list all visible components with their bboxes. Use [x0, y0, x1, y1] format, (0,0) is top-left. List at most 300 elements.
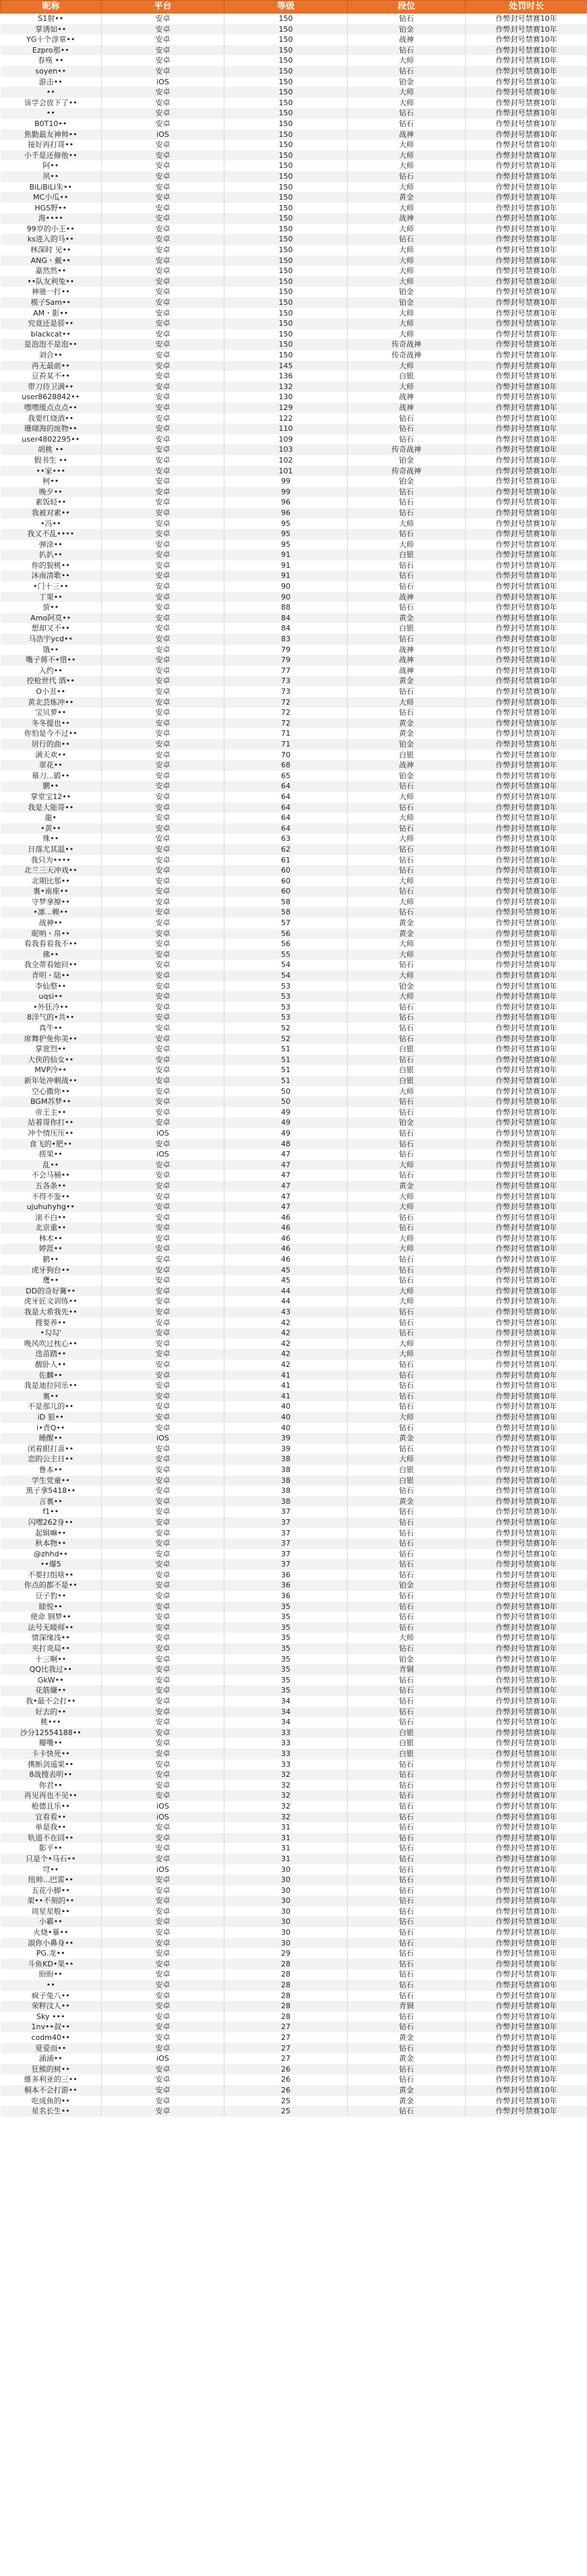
cell-nickname: 乱••: [1, 1160, 102, 1171]
table-row: [1, 781, 587, 792]
cell-nickname: DD的奇好篝••: [1, 1286, 102, 1297]
table-row: [1, 1812, 587, 1823]
cell-rank: 黄金: [348, 1181, 466, 1192]
cell-nickname: user4802295••: [1, 434, 102, 445]
cell-rank: 大师: [348, 87, 466, 98]
cell-level: 101: [224, 466, 348, 477]
cell-level: 150: [224, 182, 348, 193]
table-row: [1, 2012, 587, 2022]
cell-penalty: 作弊封号禁赛10年: [466, 813, 587, 823]
cell-platform: 安卓: [102, 160, 224, 171]
cell-nickname: 秋本物••: [1, 1538, 102, 1549]
cell-platform: 安卓: [102, 1328, 224, 1339]
cell-penalty: 作弊封号禁赛10年: [466, 1275, 587, 1286]
table-row: [1, 1612, 587, 1622]
cell-level: 35: [224, 1654, 348, 1665]
cell-level: 27: [224, 2022, 348, 2032]
cell-penalty: 作弊封号禁赛10年: [466, 1538, 587, 1549]
cell-nickname: 看我看看我不••: [1, 939, 102, 949]
table-row: [1, 182, 587, 193]
table-row: [1, 87, 587, 98]
cell-penalty: 作弊封号禁赛10年: [466, 970, 587, 981]
cell-level: 99: [224, 487, 348, 498]
cell-rank: 钻石: [348, 1812, 466, 1823]
cell-nickname: 周星星般••: [1, 1906, 102, 1917]
cell-nickname: 宝贝萝••: [1, 707, 102, 718]
table-row: [1, 1380, 587, 1391]
cell-penalty: 作弊封号禁赛10年: [466, 1486, 587, 1496]
cell-penalty: 作弊封号禁赛10年: [466, 276, 587, 287]
table-row: [1, 140, 587, 150]
table-row: [1, 1717, 587, 1728]
cell-penalty: 作弊封号禁赛10年: [466, 13, 587, 24]
cell-platform: iOS: [102, 1149, 224, 1160]
cell-rank: 大师: [348, 382, 466, 392]
cell-platform: 安卓: [102, 403, 224, 413]
cell-nickname: 99岁的小王••: [1, 224, 102, 235]
cell-rank: 铂金: [348, 981, 466, 992]
table-row: [1, 45, 587, 56]
cell-rank: 钻石: [348, 1359, 466, 1370]
cell-nickname: 佛••: [1, 949, 102, 960]
cell-level: 32: [224, 1780, 348, 1791]
cell-nickname: 狂熊的树••: [1, 2064, 102, 2075]
cell-rank: 钻石: [348, 1938, 466, 1949]
cell-nickname: 马浩宇ycd••: [1, 634, 102, 645]
cell-platform: 安卓: [102, 1991, 224, 2001]
cell-nickname: 我是大能哥••: [1, 802, 102, 813]
cell-level: 42: [224, 1318, 348, 1328]
table-row: [1, 529, 587, 539]
cell-level: 39: [224, 1433, 348, 1444]
cell-level: 49: [224, 1117, 348, 1128]
cell-penalty: 作弊封号禁赛10年: [466, 981, 587, 992]
table-row: [1, 613, 587, 624]
cell-nickname: 我又不乱••••: [1, 529, 102, 539]
cell-rank: 黄金: [348, 2032, 466, 2043]
cell-level: 150: [224, 140, 348, 150]
cell-level: 42: [224, 1339, 348, 1349]
table-row: [1, 361, 587, 372]
cell-rank: 钻石: [348, 1486, 466, 1496]
cell-rank: 钻石: [348, 529, 466, 539]
cell-nickname: 嘴子蒋不•惜••: [1, 655, 102, 666]
cell-level: 30: [224, 1938, 348, 1949]
table-row: [1, 560, 587, 571]
cell-platform: 安卓: [102, 1948, 224, 1959]
table-row: [1, 1664, 587, 1675]
table-row: [1, 119, 587, 129]
table-row: [1, 1423, 587, 1434]
cell-rank: 钻石: [348, 1707, 466, 1718]
cell-platform: 安卓: [102, 1286, 224, 1297]
cell-rank: 钻石: [348, 497, 466, 508]
table-row: [1, 1107, 587, 1118]
cell-rank: 钻石: [348, 1328, 466, 1339]
cell-penalty: 作弊封号禁赛10年: [466, 1948, 587, 1959]
cell-platform: 安卓: [102, 802, 224, 813]
cell-nickname: •冯••: [1, 519, 102, 529]
cell-rank: 钻石: [348, 907, 466, 918]
cell-nickname: 海••••: [1, 213, 102, 224]
cell-platform: 安卓: [102, 1643, 224, 1654]
table-row: [1, 1286, 587, 1297]
cell-penalty: 作弊封号禁赛10年: [466, 897, 587, 908]
cell-penalty: 作弊封号禁赛10年: [466, 1517, 587, 1528]
cell-level: 73: [224, 676, 348, 686]
cell-rank: 钻石: [348, 487, 466, 498]
cell-level: 150: [224, 34, 348, 45]
cell-nickname: 五花小脚••: [1, 1885, 102, 1896]
cell-penalty: 作弊封号禁赛10年: [466, 1233, 587, 1244]
cell-rank: 黄金: [348, 929, 466, 939]
table-row: [1, 1128, 587, 1139]
cell-penalty: 作弊封号禁赛10年: [466, 1885, 587, 1896]
cell-platform: 安卓: [102, 140, 224, 150]
cell-platform: 安卓: [102, 361, 224, 372]
cell-platform: 安卓: [102, 897, 224, 908]
cell-penalty: 作弊封号禁赛10年: [466, 728, 587, 739]
cell-rank: 钻石: [348, 1843, 466, 1854]
cell-level: 41: [224, 1370, 348, 1381]
cell-penalty: 作弊封号禁赛10年: [466, 833, 587, 844]
cell-level: 150: [224, 213, 348, 224]
cell-nickname: 大侠的仙女••: [1, 1055, 102, 1065]
cell-penalty: 作弊封号禁赛10年: [466, 750, 587, 761]
cell-platform: 安卓: [102, 256, 224, 266]
cell-penalty: 作弊封号禁赛10年: [466, 318, 587, 329]
table-row: [1, 1086, 587, 1097]
cell-penalty: 作弊封号禁赛10年: [466, 991, 587, 1002]
cell-level: 54: [224, 960, 348, 970]
cell-level: 44: [224, 1286, 348, 1297]
table-row: [1, 1349, 587, 1359]
cell-penalty: 作弊封号禁赛10年: [466, 1496, 587, 1507]
table-row: [1, 1023, 587, 1034]
cell-level: 45: [224, 1265, 348, 1276]
cell-platform: 安卓: [102, 739, 224, 750]
cell-nickname: 想却又不••: [1, 623, 102, 634]
table-row: [1, 1854, 587, 1865]
cell-rank: 钻石: [348, 560, 466, 571]
cell-penalty: 作弊封号禁赛10年: [466, 1896, 587, 1906]
cell-level: 150: [224, 150, 348, 161]
cell-rank: 白银: [348, 1465, 466, 1475]
cell-nickname: 新年处冲剩战••: [1, 1076, 102, 1086]
cell-nickname: 掌萱烈••: [1, 1044, 102, 1055]
cell-penalty: 作弊封号禁赛10年: [466, 1570, 587, 1581]
cell-penalty: 作弊封号禁赛10年: [466, 140, 587, 150]
cell-penalty: 作弊封号禁赛10年: [466, 949, 587, 960]
cell-penalty: 作弊封号禁赛10年: [466, 1076, 587, 1086]
cell-level: 42: [224, 1349, 348, 1359]
cell-nickname: 模子Sam••: [1, 297, 102, 308]
cell-platform: 安卓: [102, 929, 224, 939]
cell-penalty: 作弊封号禁赛10年: [466, 1622, 587, 1633]
cell-platform: 安卓: [102, 760, 224, 771]
cell-penalty: 作弊封号禁赛10年: [466, 171, 587, 182]
cell-nickname: 晚夕••: [1, 487, 102, 498]
cell-nickname: •凛...赖••: [1, 907, 102, 918]
table-row: [1, 1117, 587, 1128]
cell-level: 53: [224, 1002, 348, 1013]
cell-platform: 安卓: [102, 2001, 224, 2012]
table-row: [1, 1254, 587, 1265]
table-row: [1, 1865, 587, 1875]
cell-platform: 安卓: [102, 570, 224, 581]
table-row: [1, 2064, 587, 2075]
cell-rank: 战神: [348, 645, 466, 655]
cell-rank: 钻石: [348, 1055, 466, 1065]
cell-platform: 安卓: [102, 1465, 224, 1475]
table-row: [1, 1927, 587, 1938]
cell-penalty: 作弊封号禁赛10年: [466, 918, 587, 929]
cell-penalty: 作弊封号禁赛10年: [466, 1612, 587, 1622]
cell-penalty: 作弊封号禁赛10年: [466, 466, 587, 477]
cell-platform: 安卓: [102, 1822, 224, 1833]
cell-platform: iOS: [102, 1128, 224, 1139]
table-row: [1, 444, 587, 455]
cell-penalty: 作弊封号禁赛10年: [466, 423, 587, 434]
cell-penalty: 作弊封号禁赛10年: [466, 1654, 587, 1665]
cell-level: 91: [224, 560, 348, 571]
cell-rank: 钻石: [348, 1149, 466, 1160]
table-row: [1, 2096, 587, 2107]
cell-nickname: 夏爱而••: [1, 2043, 102, 2054]
cell-level: 122: [224, 413, 348, 424]
cell-level: 72: [224, 718, 348, 729]
cell-penalty: 作弊封号禁赛10年: [466, 119, 587, 129]
cell-level: 60: [224, 876, 348, 887]
cell-nickname: 火烧•暴••: [1, 1927, 102, 1938]
table-row: [1, 1076, 587, 1086]
cell-nickname: ••: [1, 87, 102, 98]
cell-rank: 钻石: [348, 2106, 466, 2117]
table-row: [1, 519, 587, 529]
cell-nickname: 龍•: [1, 813, 102, 823]
cell-platform: iOS: [102, 1865, 224, 1875]
cell-rank: 钻石: [348, 886, 466, 897]
cell-level: 70: [224, 750, 348, 761]
cell-penalty: 作弊封号禁赛10年: [466, 1633, 587, 1643]
cell-platform: 安卓: [102, 823, 224, 834]
cell-level: 40: [224, 1412, 348, 1423]
cell-penalty: 作弊封号禁赛10年: [466, 697, 587, 708]
cell-platform: iOS: [102, 2053, 224, 2064]
table-row: [1, 1938, 587, 1949]
cell-platform: 安卓: [102, 855, 224, 866]
cell-nickname: 搓果••: [1, 1149, 102, 1160]
table-row: [1, 833, 587, 844]
cell-penalty: 作弊封号禁赛10年: [466, 1202, 587, 1212]
cell-penalty: 作弊封号禁赛10年: [466, 350, 587, 361]
cell-rank: 钻石: [348, 45, 466, 56]
cell-rank: 大师: [348, 245, 466, 256]
table-row: [1, 1591, 587, 1602]
cell-rank: 大师: [348, 224, 466, 235]
cell-nickname: 嘿嘿缓点点点••: [1, 403, 102, 413]
table-row: [1, 1202, 587, 1212]
cell-platform: 安卓: [102, 833, 224, 844]
cell-platform: 安卓: [102, 1591, 224, 1602]
cell-platform: 安卓: [102, 718, 224, 729]
cell-platform: 安卓: [102, 645, 224, 655]
table-row: [1, 1496, 587, 1507]
cell-rank: 大师: [348, 1412, 466, 1423]
cell-platform: 安卓: [102, 1107, 224, 1118]
cell-level: 150: [224, 276, 348, 287]
table-row: [1, 308, 587, 319]
cell-rank: 铂金: [348, 287, 466, 297]
cell-level: 30: [224, 1916, 348, 1927]
cell-penalty: 作弊封号禁赛10年: [466, 1034, 587, 1045]
table-row: [1, 98, 587, 109]
cell-rank: 大师: [348, 361, 466, 372]
cell-penalty: 作弊封号禁赛10年: [466, 929, 587, 939]
cell-penalty: 作弊封号禁赛10年: [466, 1812, 587, 1823]
cell-rank: 钻石: [348, 1969, 466, 1980]
cell-level: 32: [224, 1812, 348, 1823]
cell-penalty: 作弊封号禁赛10年: [466, 55, 587, 66]
table-row: [1, 707, 587, 718]
cell-nickname: 夙••: [1, 171, 102, 182]
cell-nickname: 空心撒你••: [1, 1086, 102, 1097]
table-row: [1, 1549, 587, 1560]
cell-platform: 安卓: [102, 371, 224, 382]
cell-nickname: 掌诱如••: [1, 24, 102, 35]
cell-level: 52: [224, 1034, 348, 1045]
cell-platform: 安卓: [102, 1023, 224, 1034]
cell-platform: 安卓: [102, 87, 224, 98]
cell-nickname: 单是我••: [1, 1822, 102, 1833]
table-row: [1, 329, 587, 340]
cell-level: 28: [224, 1969, 348, 1980]
cell-level: 150: [224, 318, 348, 329]
cell-rank: 大师: [348, 318, 466, 329]
cell-rank: 大师: [348, 1286, 466, 1297]
cell-penalty: 作弊封号禁赛10年: [466, 1991, 587, 2001]
cell-rank: 钻石: [348, 1759, 466, 1770]
cell-nickname: 好去的••: [1, 1707, 102, 1718]
cell-platform: 安卓: [102, 1318, 224, 1328]
cell-platform: 安卓: [102, 1012, 224, 1023]
cell-rank: 钻石: [348, 119, 466, 129]
cell-rank: 钻石: [348, 508, 466, 519]
cell-platform: 安卓: [102, 949, 224, 960]
cell-level: 110: [224, 423, 348, 434]
table-row: [1, 570, 587, 581]
cell-level: 35: [224, 1622, 348, 1633]
table-row: [1, 645, 587, 655]
cell-level: 50: [224, 1096, 348, 1107]
cell-platform: 安卓: [102, 592, 224, 603]
cell-level: 150: [224, 160, 348, 171]
cell-level: 50: [224, 1086, 348, 1097]
cell-rank: 铂金: [348, 1654, 466, 1665]
cell-level: 150: [224, 87, 348, 98]
table-row: [1, 2032, 587, 2043]
table-row: [1, 918, 587, 929]
cell-penalty: 作弊封号禁赛10年: [466, 2053, 587, 2064]
cell-rank: 大师: [348, 1633, 466, 1643]
cell-platform: 安卓: [102, 876, 224, 887]
cell-platform: 安卓: [102, 203, 224, 214]
table-row: [1, 2053, 587, 2064]
cell-nickname: 維多利亚的三••: [1, 2074, 102, 2085]
cell-platform: 安卓: [102, 1423, 224, 1434]
cell-rank: 战神: [348, 392, 466, 403]
table-row: [1, 1875, 587, 1885]
cell-penalty: 作弊封号禁赛10年: [466, 497, 587, 508]
cell-rank: 钻石: [348, 1916, 466, 1927]
cell-platform: 安卓: [102, 476, 224, 487]
cell-penalty: 作弊封号禁赛10年: [466, 1286, 587, 1297]
cell-platform: 安卓: [102, 1580, 224, 1591]
cell-platform: 安卓: [102, 213, 224, 224]
cell-nickname: 宜看看••: [1, 1812, 102, 1823]
table-row: [1, 666, 587, 676]
cell-rank: 大师: [348, 876, 466, 887]
cell-platform: 安卓: [102, 1307, 224, 1318]
cell-platform: 安卓: [102, 1696, 224, 1707]
cell-penalty: 作弊封号禁赛10年: [466, 1685, 587, 1696]
cell-platform: 安卓: [102, 466, 224, 477]
cell-rank: 大师: [348, 1086, 466, 1097]
cell-level: 60: [224, 865, 348, 876]
table-row: [1, 960, 587, 970]
cell-platform: 安卓: [102, 1707, 224, 1718]
cell-nickname: 晚风吹过枕心••: [1, 1339, 102, 1349]
cell-rank: 大师: [348, 949, 466, 960]
cell-nickname: 该学会放下了••: [1, 98, 102, 109]
cell-level: 150: [224, 224, 348, 235]
cell-penalty: 作弊封号禁赛10年: [466, 24, 587, 35]
cell-rank: 钻石: [348, 171, 466, 182]
cell-level: 90: [224, 581, 348, 592]
cell-nickname: 控枪世代 酒••: [1, 676, 102, 686]
cell-rank: 钻石: [348, 1401, 466, 1412]
cell-penalty: 作弊封号禁赛10年: [466, 108, 587, 119]
cell-penalty: 作弊封号禁赛10年: [466, 1212, 587, 1223]
cell-platform: 安卓: [102, 1160, 224, 1171]
cell-level: 33: [224, 1738, 348, 1749]
cell-level: 25: [224, 2096, 348, 2107]
table-row: [1, 160, 587, 171]
cell-rank: 钻石: [348, 234, 466, 245]
table-row: [1, 1296, 587, 1307]
cell-rank: 钻石: [348, 423, 466, 434]
table-row: [1, 981, 587, 992]
cell-level: 79: [224, 655, 348, 666]
cell-nickname: 幕刀...锻••: [1, 771, 102, 782]
cell-nickname: 素饭轻••: [1, 497, 102, 508]
cell-penalty: 作弊封号禁赛10年: [466, 2085, 587, 2096]
cell-nickname: 你君••: [1, 1780, 102, 1791]
cell-platform: 安卓: [102, 960, 224, 970]
cell-rank: 战神: [348, 592, 466, 603]
cell-penalty: 作弊封号禁赛10年: [466, 1254, 587, 1265]
cell-nickname: 假书生 ••: [1, 455, 102, 466]
table-row: [1, 1570, 587, 1581]
cell-rank: 大师: [348, 833, 466, 844]
cell-platform: 安卓: [102, 1685, 224, 1696]
cell-level: 64: [224, 802, 348, 813]
cell-level: 150: [224, 24, 348, 35]
table-row: [1, 929, 587, 939]
cell-nickname: ujuhuhyhg••: [1, 1202, 102, 1212]
cell-rank: 大师: [348, 1454, 466, 1465]
cell-nickname: 瓣嘴••: [1, 1738, 102, 1749]
